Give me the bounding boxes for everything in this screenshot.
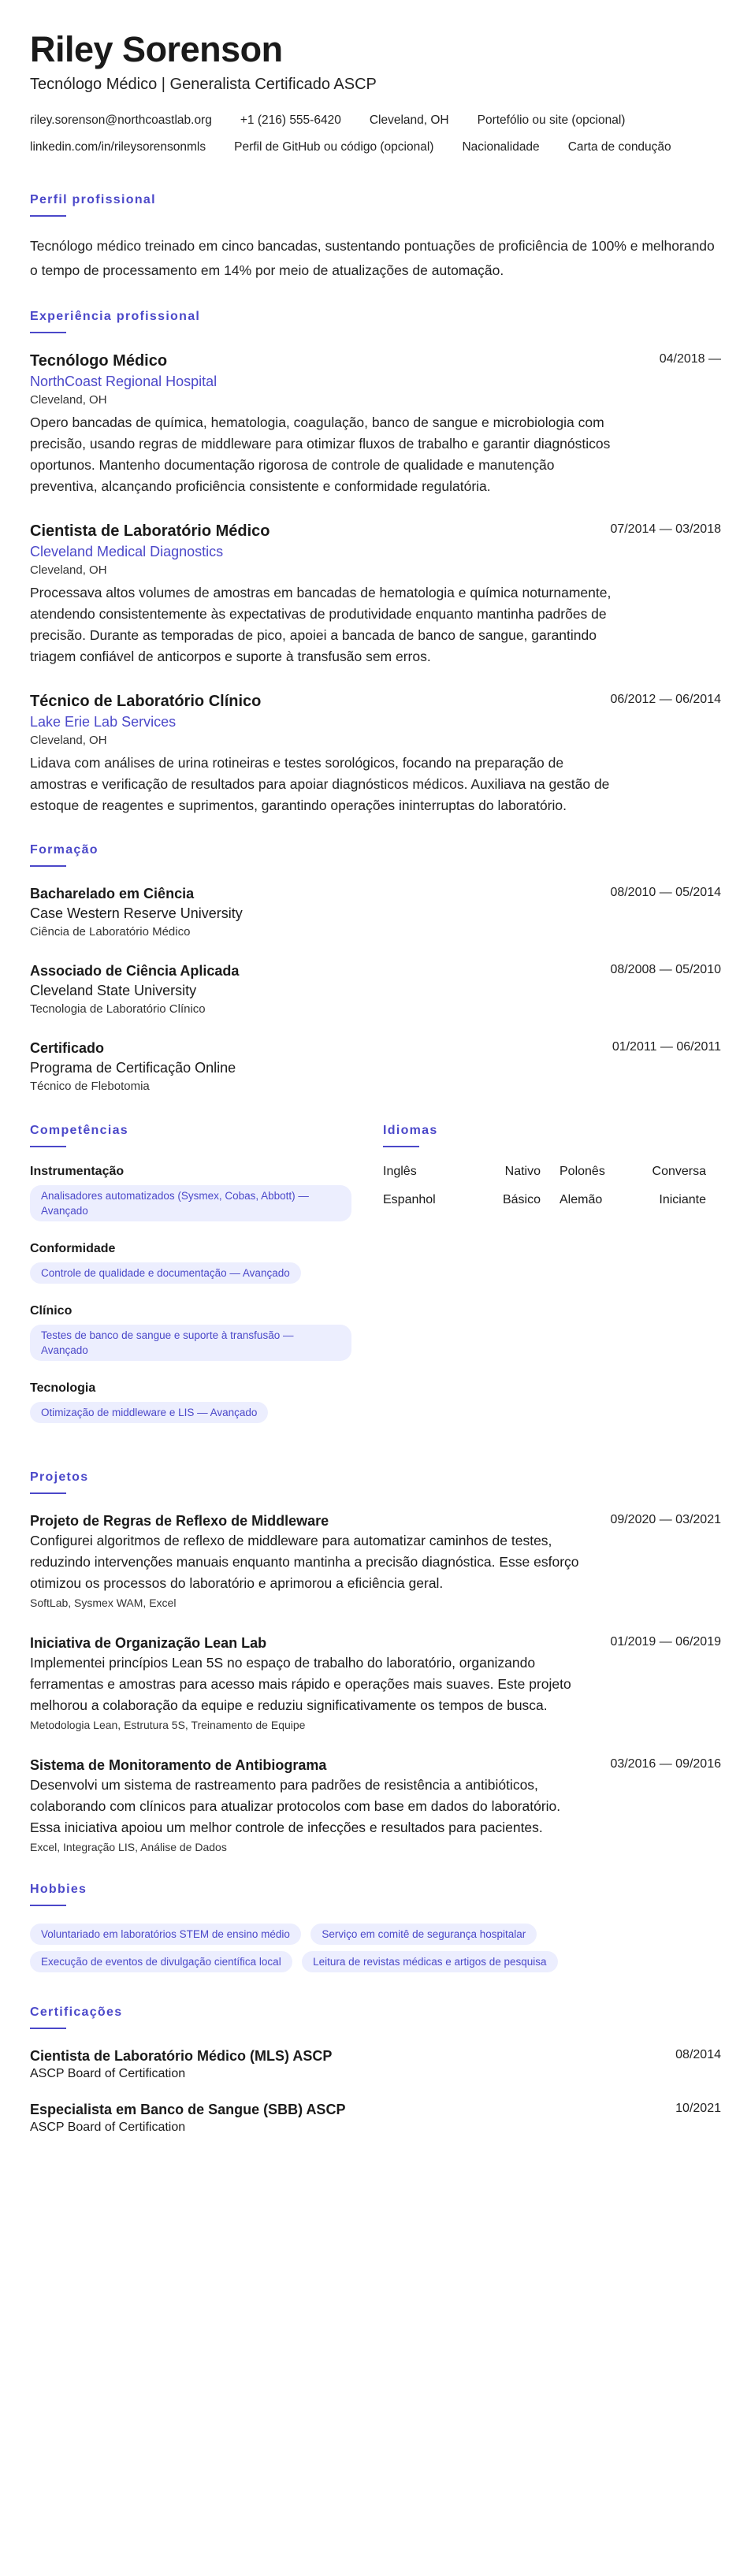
- contact-location: Cleveland, OH: [369, 113, 449, 127]
- section-divider: [30, 1146, 66, 1147]
- skill-group: [30, 1381, 383, 1429]
- certification-name: Especialista em Banco de Sangue (SBB) ASCP: [30, 2102, 346, 2117]
- skill-category: Instrumentação: [30, 1165, 125, 1178]
- job-company[interactable]: Lake Erie Lab Services: [30, 714, 177, 730]
- job-location: Cleveland, OH: [30, 734, 107, 747]
- skill-category: Clínico: [30, 1304, 72, 1318]
- hobby-chip: Execução de eventos de divulgação científica local: [30, 1951, 292, 1972]
- language-name: Polonês: [560, 1165, 605, 1178]
- job-date: 06/2012 — 06/2014: [610, 693, 721, 706]
- contact-email[interactable]: riley.sorenson@northcoastlab.org: [30, 113, 212, 127]
- job-location: Cleveland, OH: [30, 563, 107, 577]
- project-title: Sistema de Monitoramento de Antibiograma: [30, 1757, 327, 1773]
- contact-phone[interactable]: +1 (216) 555-6420: [240, 113, 341, 127]
- experience-item: [30, 351, 721, 497]
- language-name: Espanhol: [383, 1193, 436, 1206]
- section-divider: [383, 1146, 419, 1147]
- section-title-experience: Experiência profissional: [30, 310, 201, 323]
- skill-chip: Analisadores automatizados (Sysmex, Cobas, Abbott) — Avançado: [30, 1185, 351, 1221]
- section-divider: [30, 332, 66, 333]
- experience-item: [30, 691, 721, 816]
- skill-chip: Otimização de middleware e LIS — Avançado: [30, 1402, 268, 1423]
- project-tools: Excel, Integração LIS, Análise de Dados: [30, 1841, 227, 1853]
- project-item: [30, 1511, 721, 1611]
- section-title-certifications: Certificações: [30, 2005, 123, 2019]
- certification-item: [30, 2100, 721, 2136]
- skill-group: [30, 1165, 383, 1228]
- skill-group: [30, 1242, 383, 1290]
- hobby-chip: Voluntariado em laboratórios STEM de ensino médio: [30, 1924, 301, 1945]
- section-divider: [30, 1492, 66, 1494]
- certification-org: ASCP Board of Certification: [30, 2067, 186, 2080]
- education-field: Tecnologia de Laboratório Clínico: [30, 1002, 206, 1016]
- certification-item: [30, 2046, 721, 2083]
- skill-chip: Controle de qualidade e documentação — Avançado: [30, 1262, 301, 1284]
- language-name: Alemão: [560, 1193, 603, 1206]
- section-divider: [30, 865, 66, 867]
- project-title: Iniciativa de Organização Lean Lab: [30, 1635, 267, 1651]
- skills-languages-row: [30, 1116, 721, 1444]
- education-item: [30, 884, 721, 941]
- skills-column: [30, 1116, 383, 1444]
- skill-chip: Testes de banco de sangue e suporte à transfusão — Avançado: [30, 1325, 351, 1361]
- hobby-chip: Leitura de revistas médicas e artigos de pesquisa: [302, 1951, 557, 1972]
- language-level: Básico: [502, 1193, 541, 1206]
- project-date: 09/2020 — 03/2021: [610, 1513, 721, 1526]
- certification-date: 10/2021: [675, 2102, 721, 2115]
- language-name: Inglês: [383, 1165, 417, 1178]
- job-title: Técnico de Laboratório Clínico: [30, 693, 262, 710]
- education-degree: Bacharelado em Ciência: [30, 886, 195, 901]
- language-level: Iniciante: [659, 1193, 706, 1206]
- section-title-skills: Competências: [30, 1124, 128, 1137]
- contact-linkedin[interactable]: linkedin.com/in/rileysorensonmls: [30, 140, 206, 154]
- job-title: Cientista de Laboratório Médico: [30, 522, 270, 540]
- project-description: Implementei princípios Lean 5S no espaço de trabalho do laboratório, organizando ferramentas e amostras para acesso mais rápido e operações mais suaves. Este projeto melhorou a colaboração da equipe e reduziu significativamente os tempos de busca.: [30, 1655, 571, 1713]
- candidate-title: Tecnólogo Médico | Generalista Certificado ASCP: [30, 76, 377, 93]
- education-date: 08/2008 — 05/2010: [610, 963, 721, 976]
- education-school: Cleveland State University: [30, 983, 197, 998]
- job-date: 07/2014 — 03/2018: [610, 522, 721, 536]
- education-date: 01/2011 — 06/2011: [612, 1040, 721, 1054]
- contact-driving-license: Carta de condução: [567, 140, 671, 154]
- education-degree: Associado de Ciência Aplicada: [30, 963, 240, 979]
- section-divider: [30, 215, 66, 217]
- project-description: Desenvolvi um sistema de rastreamento para padrões de resistência a antibióticos, colaborando com clínicos para atualizar protocolos com base em dados do laboratório. Essa iniciativa apoiou um melhor controle de infecções e resultados para pacientes.: [30, 1777, 561, 1835]
- project-item: [30, 1634, 721, 1734]
- section-title-profile: Perfil profissional: [30, 193, 156, 206]
- skill-category: Tecnologia: [30, 1381, 96, 1395]
- education-school: Case Western Reserve University: [30, 905, 243, 921]
- project-title: Projeto de Regras de Reflexo de Middleware: [30, 1513, 329, 1529]
- profile-summary: Tecnólogo médico treinado em cinco bancadas, sustentando pontuações de proficiência de 100% e melhorando o tempo de processamento em 14% por meio de atualizações de automação.: [30, 238, 715, 278]
- job-company[interactable]: Cleveland Medical Diagnostics: [30, 544, 224, 559]
- contact-github[interactable]: Perfil de GitHub ou código (opcional): [234, 140, 434, 154]
- language-row: [383, 1165, 706, 1179]
- hobby-chip: Serviço em comitê de segurança hospitalar: [310, 1924, 537, 1945]
- education-item: [30, 961, 721, 1018]
- education-field: Técnico de Flebotomia: [30, 1080, 150, 1093]
- section-title-hobbies: Hobbies: [30, 1883, 87, 1896]
- certification-name: Cientista de Laboratório Médico (MLS) ASCP: [30, 2048, 333, 2064]
- job-company[interactable]: NorthCoast Regional Hospital: [30, 374, 217, 389]
- project-tools: Metodologia Lean, Estrutura 5S, Treinamento de Equipe: [30, 1719, 306, 1731]
- contact-list: [30, 113, 721, 166]
- job-location: Cleveland, OH: [30, 393, 107, 407]
- job-description: Opero bancadas de química, hematologia, coagulação, banco de sangue e microbiologia com precisão, usando regras de middleware para otimizar fluxos de trabalho e garantir diagnósticos oportunos. Mantenho documentação rigorosa de controle de qualidade e manutenção preventiva, alcançando proficiência consistente e conformidade regulatória.: [30, 414, 611, 494]
- job-date: 04/2018 —: [659, 352, 721, 366]
- section-title-education: Formação: [30, 843, 99, 857]
- language-row: [383, 1193, 706, 1207]
- education-field: Ciência de Laboratório Médico: [30, 925, 191, 939]
- education-degree: Certificado: [30, 1040, 105, 1056]
- contact-portfolio[interactable]: Portefólio ou site (opcional): [477, 113, 626, 127]
- experience-item: [30, 521, 721, 667]
- project-description: Configurei algoritmos de reflexo de middleware para automatizar caminhos de testes, reduzindo intervenções manuais enquanto mantinha a precisão diagnóstica. Esse esforço otimizou os processos do laboratório e aprimorou a eficiência geral.: [30, 1533, 579, 1591]
- candidate-name: Riley Sorenson: [30, 29, 283, 69]
- skill-category: Conformidade: [30, 1242, 116, 1255]
- section-divider: [30, 1905, 66, 1906]
- section-title-projects: Projetos: [30, 1470, 89, 1484]
- education-school: Programa de Certificação Online: [30, 1060, 236, 1076]
- job-description: Processava altos volumes de amostras em bancadas de hematologia e química noturnamente, atendendo consistentemente às expectativas de produtividade enquanto mantinha padrões de precisão. Durante as temporadas de pico, apoiei a bancada de banco de sangue, garantindo triagem confiável de anticorpos e suporte à transfusão sem erros.: [30, 585, 612, 664]
- certification-org: ASCP Board of Certification: [30, 2121, 186, 2134]
- language-level: Nativo: [504, 1165, 541, 1178]
- hobby-list: [30, 1924, 676, 1979]
- education-date: 08/2010 — 05/2014: [610, 886, 721, 899]
- skill-group: [30, 1304, 383, 1367]
- project-date: 01/2019 — 06/2019: [610, 1635, 721, 1649]
- certification-date: 08/2014: [675, 2048, 721, 2061]
- education-item: [30, 1039, 721, 1095]
- project-date: 03/2016 — 09/2016: [610, 1757, 721, 1771]
- project-item: [30, 1756, 721, 1856]
- project-tools: SoftLab, Sysmex WAM, Excel: [30, 1597, 177, 1609]
- section-divider: [30, 2028, 66, 2029]
- job-description: Lidava com análises de urina rotineiras e testes sorológicos, focando na preparação de amostras e verificação de resultados para apoiar diagnósticos médicos. Auxiliava na gestão de estoque de reagentes e suprimentos, garantindo operações ininterruptas do laboratório.: [30, 755, 610, 813]
- contact-nationality: Nacionalidade: [462, 140, 540, 154]
- job-title: Tecnólogo Médico: [30, 352, 168, 370]
- section-title-languages: Idiomas: [383, 1124, 438, 1137]
- languages-column: [383, 1116, 706, 1444]
- language-level: Conversa: [652, 1165, 706, 1178]
